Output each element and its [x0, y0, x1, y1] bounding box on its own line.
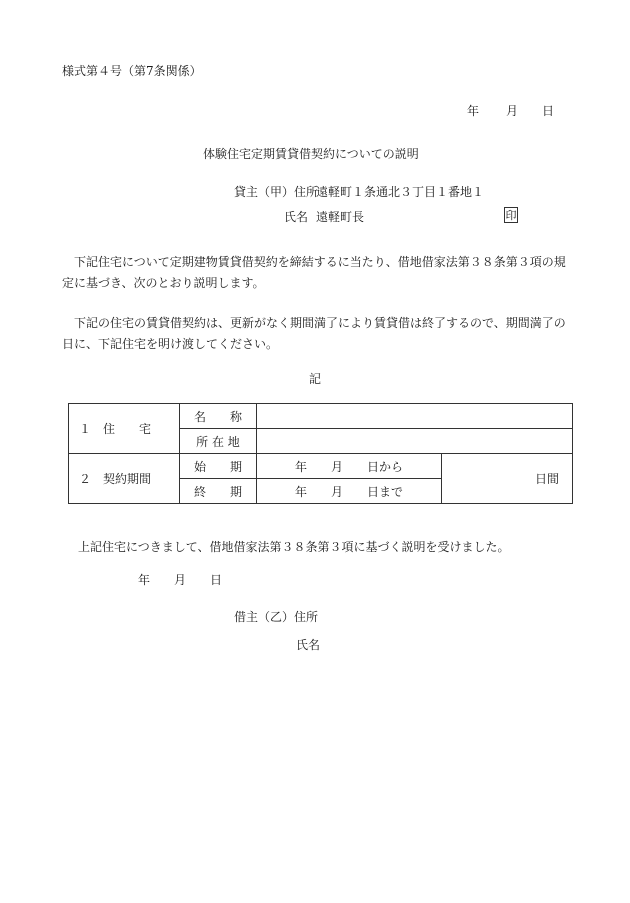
date-year-label: 年 [467, 104, 480, 118]
explanation-paragraph-2: 下記の住宅の賃貸借契約は、更新がなく期間満了により賃貸借は終了するので、期間満了の日に、下記住宅を明け渡してください。 [62, 316, 566, 351]
table-row [69, 454, 573, 479]
lessor-address-label: 貸主（甲）住所 [234, 185, 319, 199]
date-day-label: 日 [542, 104, 555, 118]
receipt-statement: 上記住宅につきまして、借地借家法第３８条第３項に基づく説明を受けました。 [78, 540, 510, 554]
period-end-value: 年 月 日まで [257, 479, 442, 504]
period-start-label: 始 期 [180, 454, 257, 479]
form-number: 様式第４号（第7条関係） [62, 64, 202, 78]
table-row [69, 404, 573, 429]
lessor-name-label: 氏名 [284, 210, 309, 224]
period-end-label: 終 期 [180, 479, 257, 504]
period-label: ２ 契約期間 [69, 454, 180, 504]
housing-location-value [257, 429, 573, 454]
lessee-address-label: 借主（乙）住所 [234, 610, 319, 624]
lessee-name-label: 氏名 [296, 638, 321, 652]
ki-heading: 記 [309, 372, 322, 386]
period-start-value: 年 月 日から [257, 454, 442, 479]
period-days: 日間 [442, 454, 573, 504]
contract-info-table [68, 403, 573, 504]
housing-name-label: 名 称 [180, 404, 257, 429]
date-month-label: 月 [506, 104, 519, 118]
housing-name-value [257, 404, 573, 429]
seal-mark: 印 [505, 208, 517, 222]
lessor-address: 遠軽町１条通北３丁目１番地１ [316, 185, 485, 199]
lessor-name: 遠軽町長 [316, 210, 365, 224]
explanation-paragraph-1: 下記住宅について定期建物賃貸借契約を締結するに当たり、借地借家法第３８条第３項の規定に基づき、次のとおり説明します。 [62, 255, 566, 290]
document-title: 体験住宅定期賃貸借契約についての説明 [203, 147, 419, 161]
housing-label: １ 住 宅 [69, 404, 180, 454]
bottom-date-day-label: 日 [210, 573, 223, 587]
bottom-date-month-label: 月 [174, 573, 187, 587]
housing-location-label: 所 在 地 [180, 429, 257, 454]
bottom-date-year-label: 年 [138, 573, 151, 587]
